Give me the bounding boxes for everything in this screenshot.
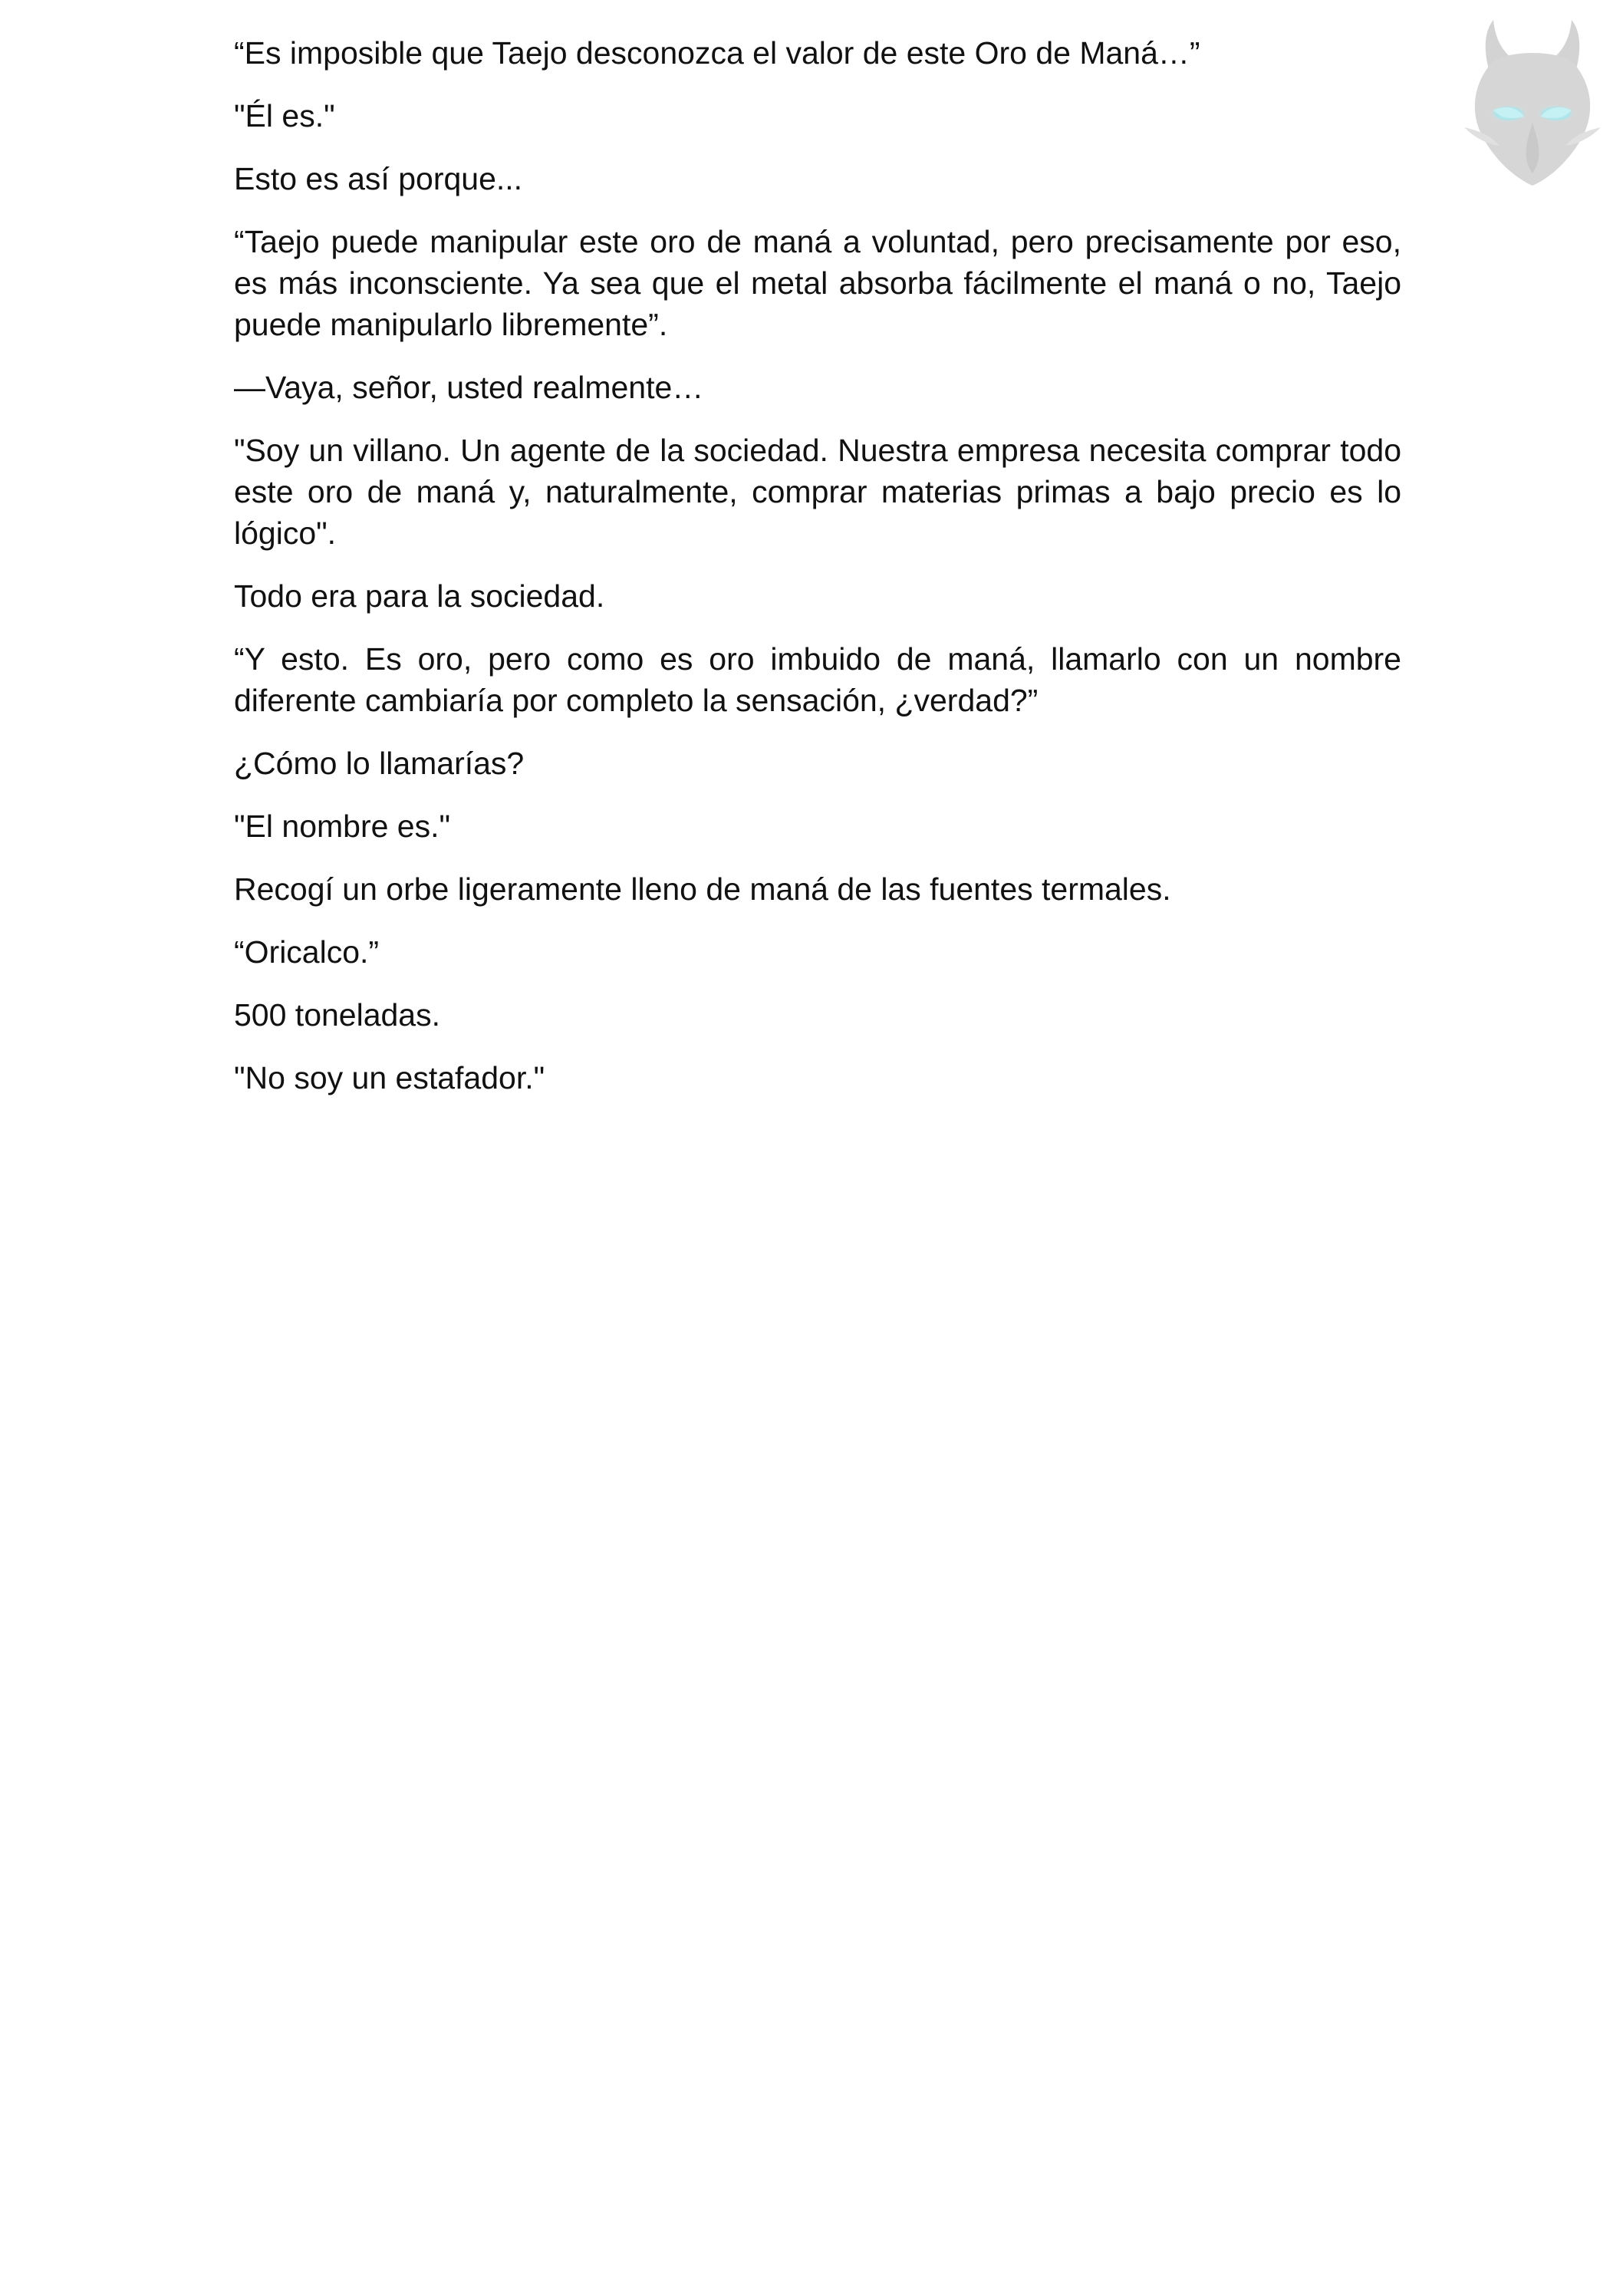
paragraph: “Taejo puede manipular este oro de maná a voluntad, pero precisamente por eso, es más inconsciente. Ya sea que el metal absorba fácilmente el maná o no, Taejo puede manipularlo libremente”.	[234, 224, 1401, 342]
paragraph: Todo era para la sociedad.	[234, 578, 605, 614]
paragraph: ¿Cómo lo llamarías?	[234, 746, 525, 781]
paragraph: “Es imposible que Taejo desconozca el valor de este Oro de Maná…”	[234, 35, 1200, 71]
document-body	[234, 32, 1401, 1120]
paragraph: "Soy un villano. Un agente de la sociedad. Nuestra empresa necesita comprar todo este oro de maná y, naturalmente, comprar materias primas a bajo precio es lo lógico".	[234, 433, 1401, 551]
paragraph: Recogí un orbe ligeramente lleno de maná de las fuentes termales.	[234, 871, 1171, 907]
paragraph: “Oricalco.”	[234, 934, 380, 970]
paragraph: “Y esto. Es oro, pero como es oro imbuido de maná, llamarlo con un nombre diferente cambiaría por completo la sensación, ¿verdad?”	[234, 641, 1401, 718]
paragraph: "No soy un estafador."	[234, 1060, 545, 1095]
paragraph: Esto es así porque...	[234, 161, 523, 196]
paragraph: "Él es."	[234, 98, 335, 133]
demon-mask-logo-icon	[1460, 15, 1605, 192]
paragraph: "El nombre es."	[234, 809, 451, 844]
paragraph: —Vaya, señor, usted realmente…	[234, 370, 704, 405]
paragraph: 500 toneladas.	[234, 997, 441, 1033]
